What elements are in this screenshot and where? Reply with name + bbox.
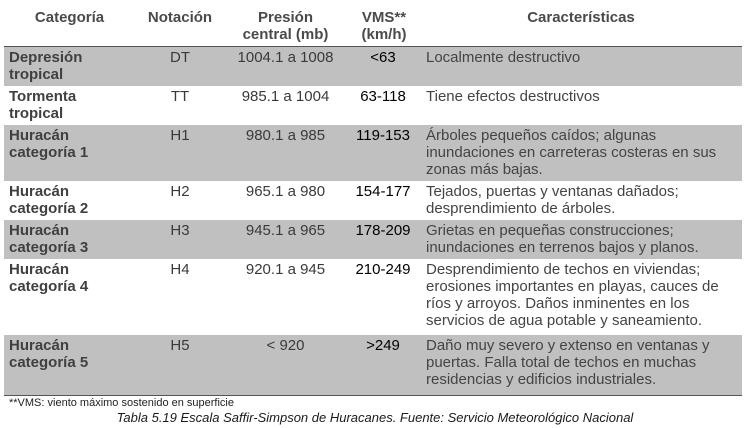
cell-notacion: H1	[135, 125, 225, 181]
cell-presion: 965.1 a 980	[245, 183, 326, 200]
cell-vms: 119-153	[346, 125, 420, 181]
cell-vms: 63-118	[360, 88, 406, 105]
cell-notacion: DT	[135, 47, 225, 87]
cell-caracteristicas: Localmente destructivo	[420, 47, 742, 87]
cell-caracteristicas: Tiene efectos destructivos	[426, 88, 600, 105]
cell-categoria: Huracán categoría 1	[4, 125, 135, 181]
cell-categoria: Tormenta tropical	[9, 88, 77, 122]
table-header-row	[4, 5, 742, 47]
header-notacion: Notación	[147, 9, 213, 26]
cell-categoria: Depresión tropical	[4, 47, 135, 87]
table-row	[4, 220, 742, 259]
cell-categoria: Huracán categoría 4	[9, 261, 89, 295]
cell-presion: 920.1 a 945	[245, 261, 326, 278]
cell-notacion: TT	[170, 88, 190, 105]
cell-vms: 178-209	[346, 220, 420, 259]
header-presion: Presión central (mb)	[242, 9, 329, 43]
cell-notacion: H4	[170, 261, 190, 278]
cell-presion: 980.1 a 985	[225, 125, 346, 181]
cell-presion: 985.1 a 1004	[241, 88, 330, 105]
cell-notacion: H2	[170, 183, 190, 200]
cell-categoria: Huracán categoría 2	[9, 183, 89, 217]
cell-vms: 210-249	[355, 261, 411, 278]
cell-vms: 154-177	[355, 183, 411, 200]
footnote: **VMS: viento máximo sostenido en superficie	[9, 397, 234, 409]
table-row	[4, 335, 742, 395]
table-row	[4, 125, 742, 181]
cell-vms: <63	[346, 47, 420, 87]
cell-caracteristicas: Desprendimiento de techos en viviendas; erosiones importantes en playas, cauces de ríos y arroyos. Daños inminentes en los servicios de agua potable y saneamiento.	[426, 261, 719, 329]
table-row	[4, 47, 742, 87]
saffir-simpson-table	[4, 5, 742, 396]
header-categoria: Categoría	[34, 9, 105, 26]
cell-presion: < 920	[225, 335, 346, 395]
table-row	[4, 259, 742, 335]
cell-vms: >249	[346, 335, 420, 395]
cell-caracteristicas: Daño muy severo y extenso en ventanas y puertas. Falla total de techos en muchas residencias y edificios industriales.	[420, 335, 742, 395]
cell-caracteristicas: Árboles pequeños caídos; algunas inundaciones en carreteras costeras en sus zonas más bajas.	[420, 125, 742, 181]
header-vms: VMS** (km/h)	[361, 9, 407, 43]
cell-categoria: Huracán categoría 5	[4, 335, 135, 395]
cell-caracteristicas: Tejados, puertas y ventanas dañados; desprendimiento de árboles.	[426, 183, 679, 217]
table-caption: Tabla 5.19 Escala Saffir-Simpson de Huracanes. Fuente: Servicio Meteorológico Nacional	[116, 410, 634, 425]
header-caracteristicas: Características	[527, 9, 635, 26]
cell-notacion: H5	[135, 335, 225, 395]
table-row	[4, 181, 742, 220]
table-row	[4, 86, 742, 125]
cell-presion: 1004.1 a 1008	[225, 47, 346, 87]
cell-caracteristicas: Grietas en pequeñas construcciones; inundaciones en terrenos bajos y planos.	[420, 220, 742, 259]
cell-notacion: H3	[135, 220, 225, 259]
cell-categoria: Huracán categoría 3	[4, 220, 135, 259]
cell-presion: 945.1 a 965	[225, 220, 346, 259]
